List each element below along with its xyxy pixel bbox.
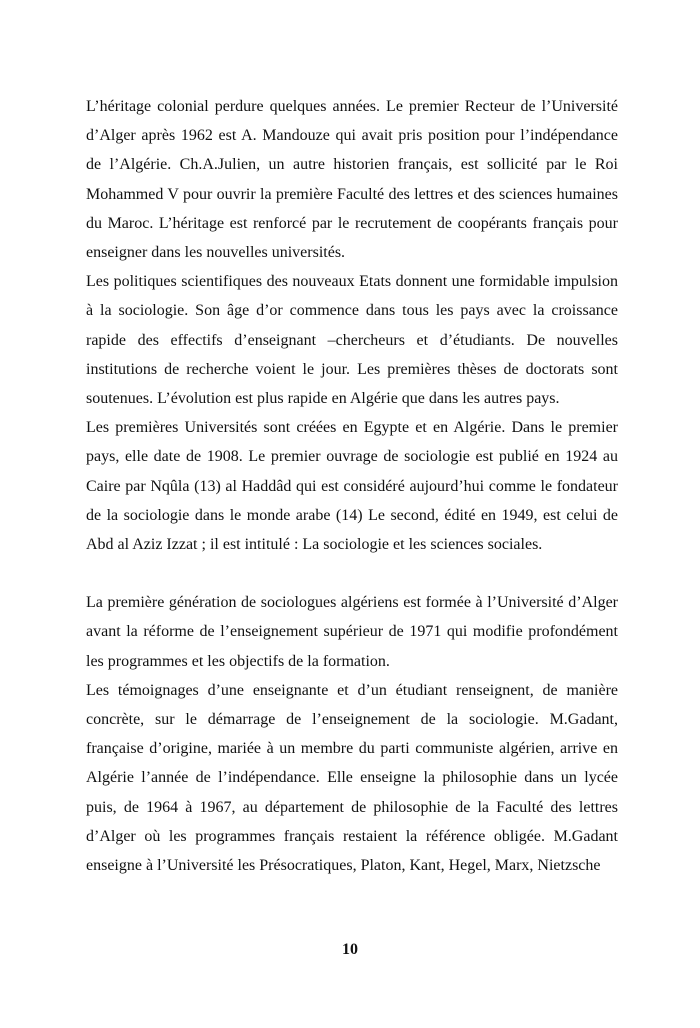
- paragraph-scientific-policies: Les politiques scientifiques des nouveaux Etats donnent une formidable impulsion à la sociologie. Son âge d’or commence dans tous les pays avec la croissance rapide des effectifs d’enseignant –chercheurs et d’étudiants. De nouvelles institutions de recherche voient le jour. Les premières thèses de doctorats sont soutenues. L’évolution est plus rapide en Algérie que dans les autres pays.: [86, 273, 618, 408]
- paragraph-colonial-heritage: L’héritage colonial perdure quelques années. Le premier Recteur de l’Université d’Alger après 1962 est A. Mandouze qui avait pris position pour l’indépendance de l’Algérie. Ch.A.Julien, un autre historien français, est sollicité par le Roi Mohammed V pour ouvrir la première Faculté des lettres et des sciences humaines du Maroc. L’héritage est renforcé par le recrutement de coopérants français pour enseigner dans les nouvelles universités.: [86, 98, 618, 262]
- document-body: [86, 92, 618, 880]
- paragraph-spacer: [86, 559, 618, 588]
- paragraph-testimonies: Les témoignages d’une enseignante et d’un étudiant renseignent, de manière concrète, sur le démarrage de l’enseignement de la sociologie. M.Gadant, française d’origine, mariée à un membre du parti communiste algérien, arrive en Algérie l’année de l’indépendance. Elle enseigne la philosophie dans un lycée puis, de 1964 à 1967, au département de philosophie de la Faculté des lettres d’Alger où les programmes français restaient la référence obligée. M.Gadant enseigne à l’Université les Présocratiques, Platon, Kant, Hegel, Marx, Nietzsche: [86, 681, 618, 875]
- paragraph-first-generation: La première génération de sociologues algériens est formée à l’Université d’Alger avant la réforme de l’enseignement supérieur de 1971 qui modifie profondément les programmes et les objectifs de la formation.: [86, 594, 618, 670]
- page-number: 10: [342, 941, 358, 958]
- paragraph-first-universities: Les premières Universités sont créées en Egypte et en Algérie. Dans le premier pays, elle date de 1908. Le premier ouvrage de sociologie est publié en 1924 au Caire par Nqûla (13) al Haddâd qui est considéré aujourd’hui comme le fondateur de la sociologie dans le monde arabe (14) Le second, édité en 1949, est celui de Abd al Aziz Izzat ; il est intitulé : La sociologie et les sciences sociales.: [86, 419, 618, 554]
